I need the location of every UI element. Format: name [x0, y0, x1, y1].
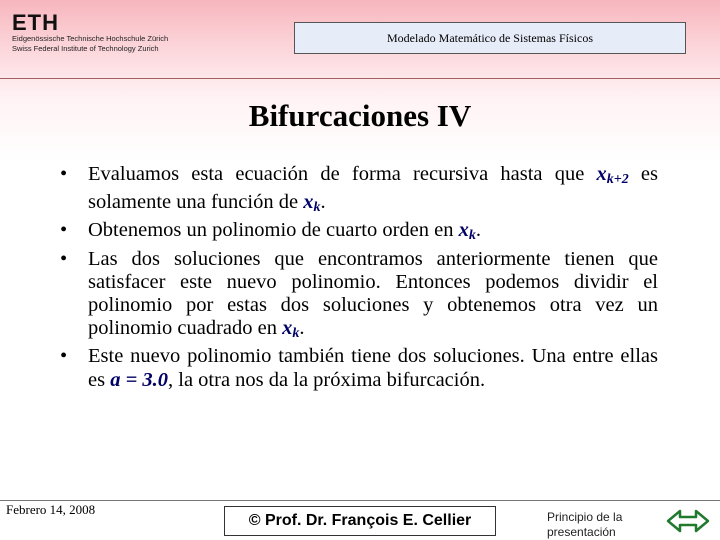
bullet-text: Obtenemos un polinomio de cuarto orden en: [88, 219, 459, 242]
bullet-text: Las dos soluciones que encontramos anteriormente tienen que satisfacer este nuevo polinomio. Entonces podemos dividir el polinomio por estas dos soluciones y obtenemos otra vez un polinomio cuadrado en: [88, 247, 658, 340]
footer-divider: [0, 500, 720, 501]
eth-logo: [12, 12, 212, 62]
copyright-text: © Prof. Dr. François E. Cellier: [248, 512, 472, 529]
bullet-list: [60, 163, 658, 392]
bullet-text: .: [299, 317, 305, 340]
bullet-dot: •: [60, 163, 68, 185]
copyright-box: [224, 506, 496, 536]
bullet-item: [60, 345, 658, 391]
variable-x: $x_k$: [458, 219, 476, 244]
bullet-dot: •: [60, 247, 68, 270]
bullet-text: .: [320, 191, 326, 214]
course-title-box: [294, 22, 686, 54]
bullet-dot: •: [60, 219, 68, 242]
logo-line-1: Eidgenössische Technische Hochschule Zürich: [12, 34, 169, 43]
bullet-text: es solamente una función de: [88, 163, 658, 214]
slide-date: Febrero 14, 2008: [6, 502, 96, 517]
bullet-item: [60, 248, 658, 346]
logo-line-2: Swiss Federal Institute of Technology Zurich: [12, 44, 159, 53]
bullet-item: [60, 219, 658, 247]
logo-mark: ETH: [12, 10, 59, 35]
bullet-item: [60, 163, 658, 219]
expression-a: a = 3.0: [110, 368, 169, 391]
bullet-text: Evaluamos esta ecuación de forma recursiva hasta que: [88, 163, 597, 185]
header-divider: [0, 78, 720, 79]
bullet-text: , la otra nos da la próxima bifurcación.: [168, 368, 486, 391]
variable-x: $x_k$: [303, 191, 321, 216]
variable-x: $x_{k+2}$: [596, 163, 629, 187]
bullet-dot: •: [60, 345, 68, 368]
course-title: Modelado Matemático de Sistemas Físicos: [387, 30, 593, 45]
variable-x: $x_k$: [282, 317, 300, 342]
bullet-text: Este nuevo polinomio también tiene dos soluciones. Una entre ellas es: [88, 345, 658, 391]
slide-title: Bifurcaciones IV: [248, 98, 472, 133]
double-arrow-icon[interactable]: [666, 508, 710, 534]
bullet-text: .: [475, 219, 481, 242]
start-of-presentation-link[interactable]: Principio de la presentación: [547, 510, 623, 539]
